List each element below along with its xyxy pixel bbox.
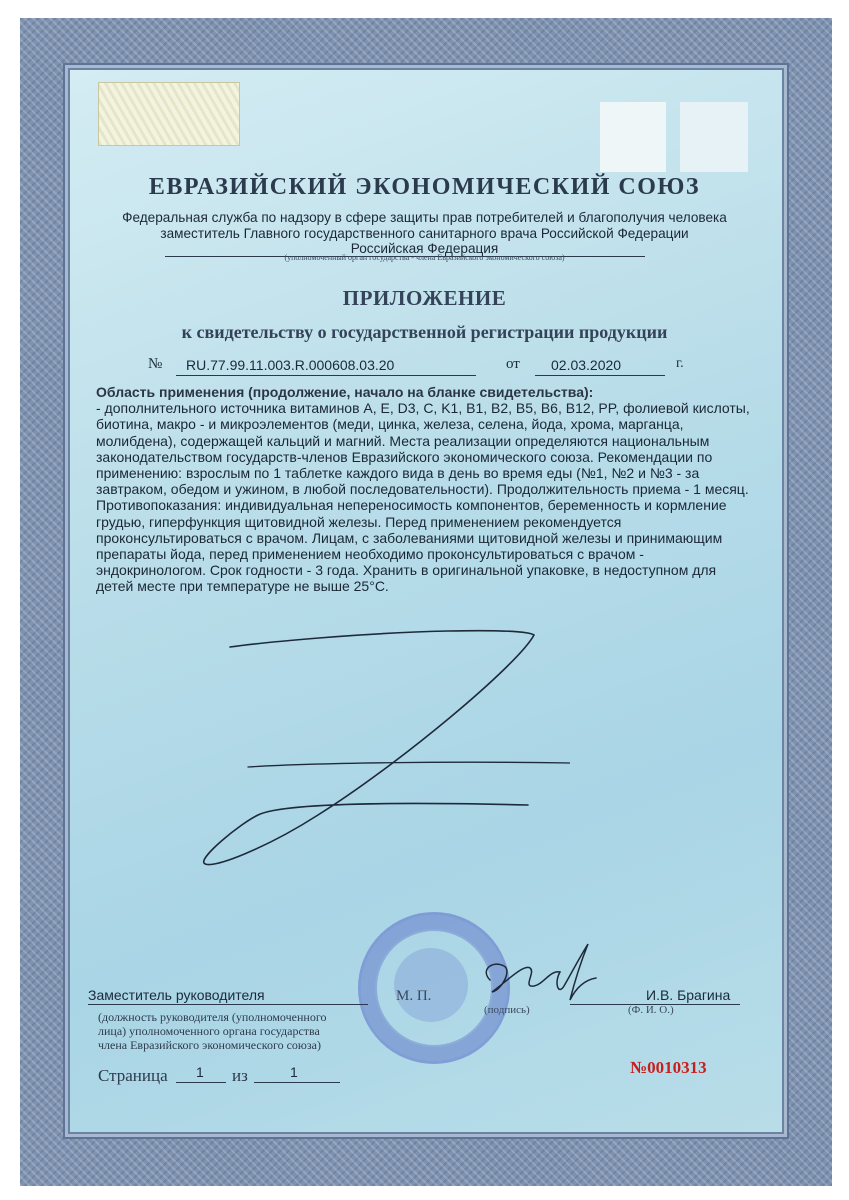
position-underline — [88, 1004, 368, 1005]
annex-subtitle: к свидетельству о государственной регистрации продукции — [181, 322, 668, 342]
annex-title: ПРИЛОЖЕНИЕ — [342, 286, 507, 310]
agency-line-1: Федеральная служба по надзору в сфере защиты прав потребителей и благополучия человека — [122, 210, 727, 225]
application-text: - дополнительного источника витаминов A, E, D3, C, K1, B1, B2, B5, B6, B12, PP, фолиевой кислоты, биотина, макро - и микроэлементов (меди, цинка, железа, селена, йода, хрома, марганца, молибдена), содержащей кальций и магний. Места реализации определяются национальным законодательством государств-членов Евразийского экономического союза. Рекомендации по применению: взрослым по 1 таблетке каждого вида в день во время еды (№1, №2 и №3 - за завтраком, обедом и ужином, в любой последовательности). Продолжительность приема - 1 месяц. Противопоказания: индивидуальная непереносимость компонентов, беременность и кормление грудью, гиперфункция щитовидной железы. Перед применением рекомендуется проконсультироваться с врачом. Лицам, с заболеваниями щитовидной железы и принимающим препараты йода, перед применением необходимо проконсультироваться с врачом - эндокринологом. Срок годности - 3 года. Хранить в оригинальной упаковке, в недоступном для детей месте при температуре не выше 25°C. — [96, 400, 750, 595]
name-caption: (Ф. И. О.) — [628, 1004, 674, 1016]
hologram-sticker — [98, 82, 240, 146]
signatory-position: Заместитель руководителя — [88, 987, 265, 1003]
agency-line-2: заместитель Главного государственного санитарного врача Российской Федерации — [160, 226, 689, 241]
blank-box-left — [600, 102, 666, 172]
signatory-name: И.В. Брагина — [646, 987, 731, 1003]
form-serial-number: №0010313 — [630, 1058, 707, 1077]
blank-box-right — [680, 102, 748, 172]
page-total: 1 — [290, 1064, 298, 1080]
application-area — [96, 384, 756, 595]
union-title: ЕВРАЗИЙСКИЙ ЭКОНОМИЧЕСКИЙ СОЮЗ — [148, 174, 701, 200]
signature-caption: (подпись) — [484, 1004, 530, 1016]
agency-line-3: Российская Федерация — [350, 241, 499, 256]
page-current-underline — [176, 1082, 226, 1083]
registration-date: 02.03.2020 — [551, 357, 622, 373]
position-caption-2: лица) уполномоченного органа государства — [98, 1024, 320, 1038]
number-prefix: № — [148, 356, 163, 372]
page-of-label: из — [232, 1066, 248, 1085]
handwritten-signature — [478, 940, 598, 1006]
date-suffix: г. — [676, 356, 684, 371]
position-caption-3: члена Евразийского экономического союза) — [98, 1038, 321, 1052]
seal-emblem-icon — [394, 948, 468, 1022]
registration-number: RU.77.99.11.003.R.000608.03.20 — [186, 357, 395, 373]
position-caption-1: (должность руководителя (уполномоченного — [98, 1010, 327, 1024]
number-underline — [176, 375, 476, 376]
z-strikeout-mark — [198, 625, 570, 871]
date-prefix: от — [506, 356, 520, 372]
date-underline — [535, 375, 665, 376]
stamp-place-label: М. П. — [396, 988, 432, 1004]
page-total-underline — [254, 1082, 340, 1083]
page-current: 1 — [196, 1064, 204, 1080]
page-label: Страница — [98, 1066, 168, 1085]
agency-caption: (уполномоченный орган государства - члена Евразийского экономического союза) — [284, 253, 565, 262]
application-heading: Область применения (продолжение, начало на бланке свидетельства): — [96, 384, 594, 400]
